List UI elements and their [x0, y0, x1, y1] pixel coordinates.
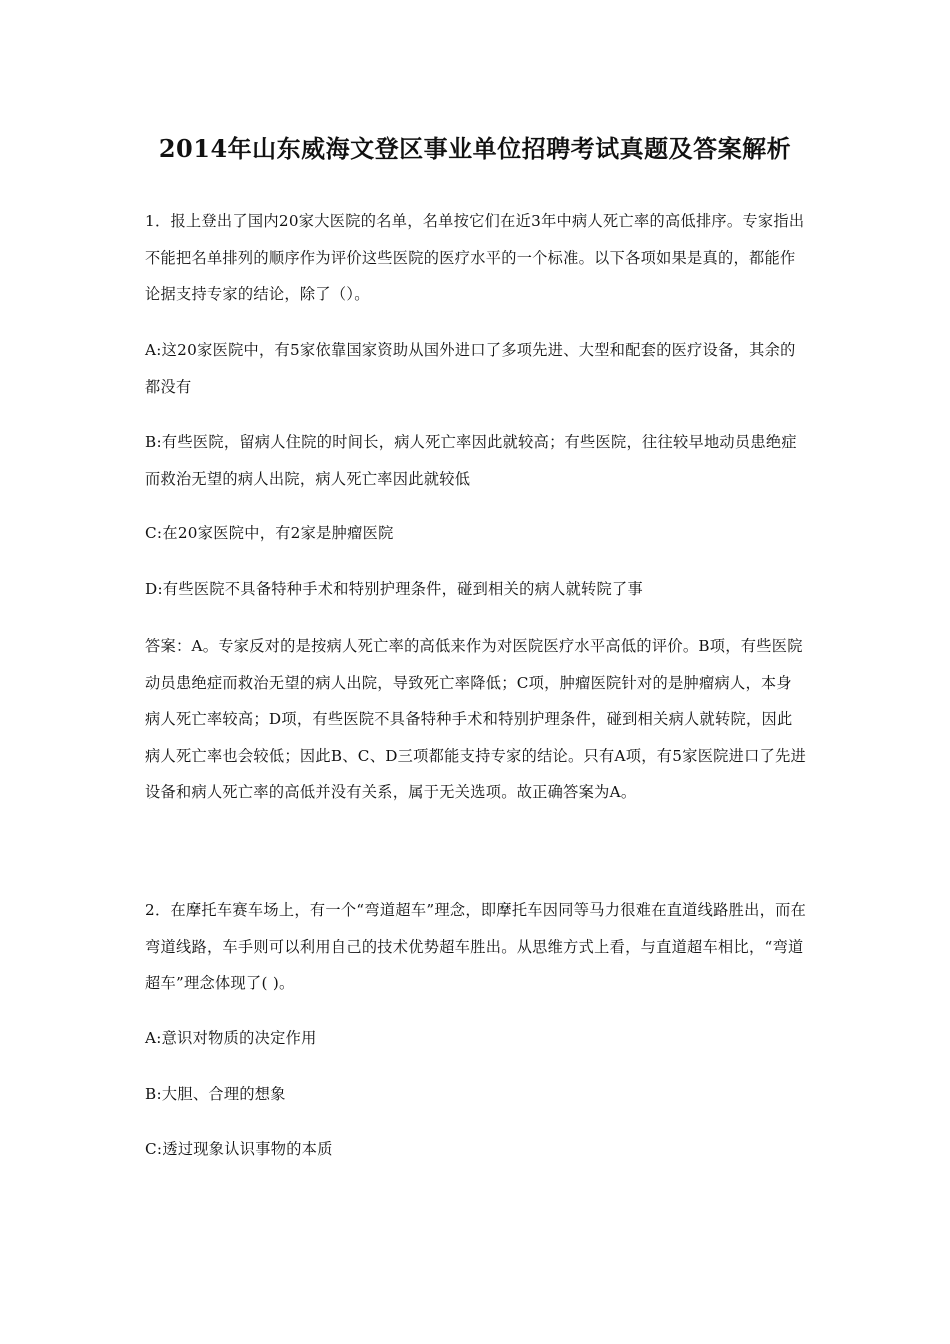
question-2-option-c: C:透过现象认识事物的本质: [145, 1140, 333, 1158]
question-1-option-d: D:有些医院不具备特种手术和特别护理条件，碰到相关的病人就转院了事: [145, 580, 644, 598]
question-2-option-a: A:意识对物质的决定作用: [145, 1029, 317, 1047]
question-1-option-b: B:有些医院，留病人住院的时间长，病人死亡率因此就较高；有些医院，往往较早地动员患绝症而救治无望的病人出院，病人死亡率因此就较低: [145, 433, 797, 488]
page-title: 2014年山东威海文登区事业单位招聘考试真题及答案解析: [158, 134, 792, 163]
question-1-answer: 答案：A。专家反对的是按病人死亡率的高低来作为对医院医疗水平高低的评价。B项，有些医院动员患绝症而救治无望的病人出院，导致死亡率降低；C项，肿瘤医院针对的是肿瘤病人，本身病人死亡率较高；D项，有些医院不具备特种手术和特别护理条件，碰到相关病人就转院，因此病人死亡率也会较低；因此B、C、D三项都能支持专家的结论。只有A项，有5家医院进口了先进设备和病人死亡率的高低并没有关系，属于无关选项。故正确答案为A。: [145, 637, 807, 801]
question-2-option-b: B:大胆、合理的想象: [145, 1085, 286, 1103]
question-1-stem: 1．报上登出了国内20家大医院的名单，名单按它们在近3年中病人死亡率的高低排序。专家指出不能把名单排列的顺序作为评价这些医院的医疗水平的一个标准。以下各项如果是真的，都能作论据支持专家的结论，除了（）。: [145, 212, 805, 303]
question-1-option-c: C:在20家医院中，有2家是肿瘤医院: [145, 524, 394, 542]
question-2-stem: 2．在摩托车赛车场上，有一个“弯道超车”理念，即摩托车因同等马力很难在直道线路胜出，而在弯道线路，车手则可以利用自己的技术优势超车胜出。从思维方式上看，与直道超车相比，“弯道超车”理念体现了( )。: [145, 901, 807, 992]
question-1-option-a: A:这20家医院中，有5家依靠国家资助从国外进口了多项先进、大型和配套的医疗设备，其余的都没有: [145, 341, 796, 396]
